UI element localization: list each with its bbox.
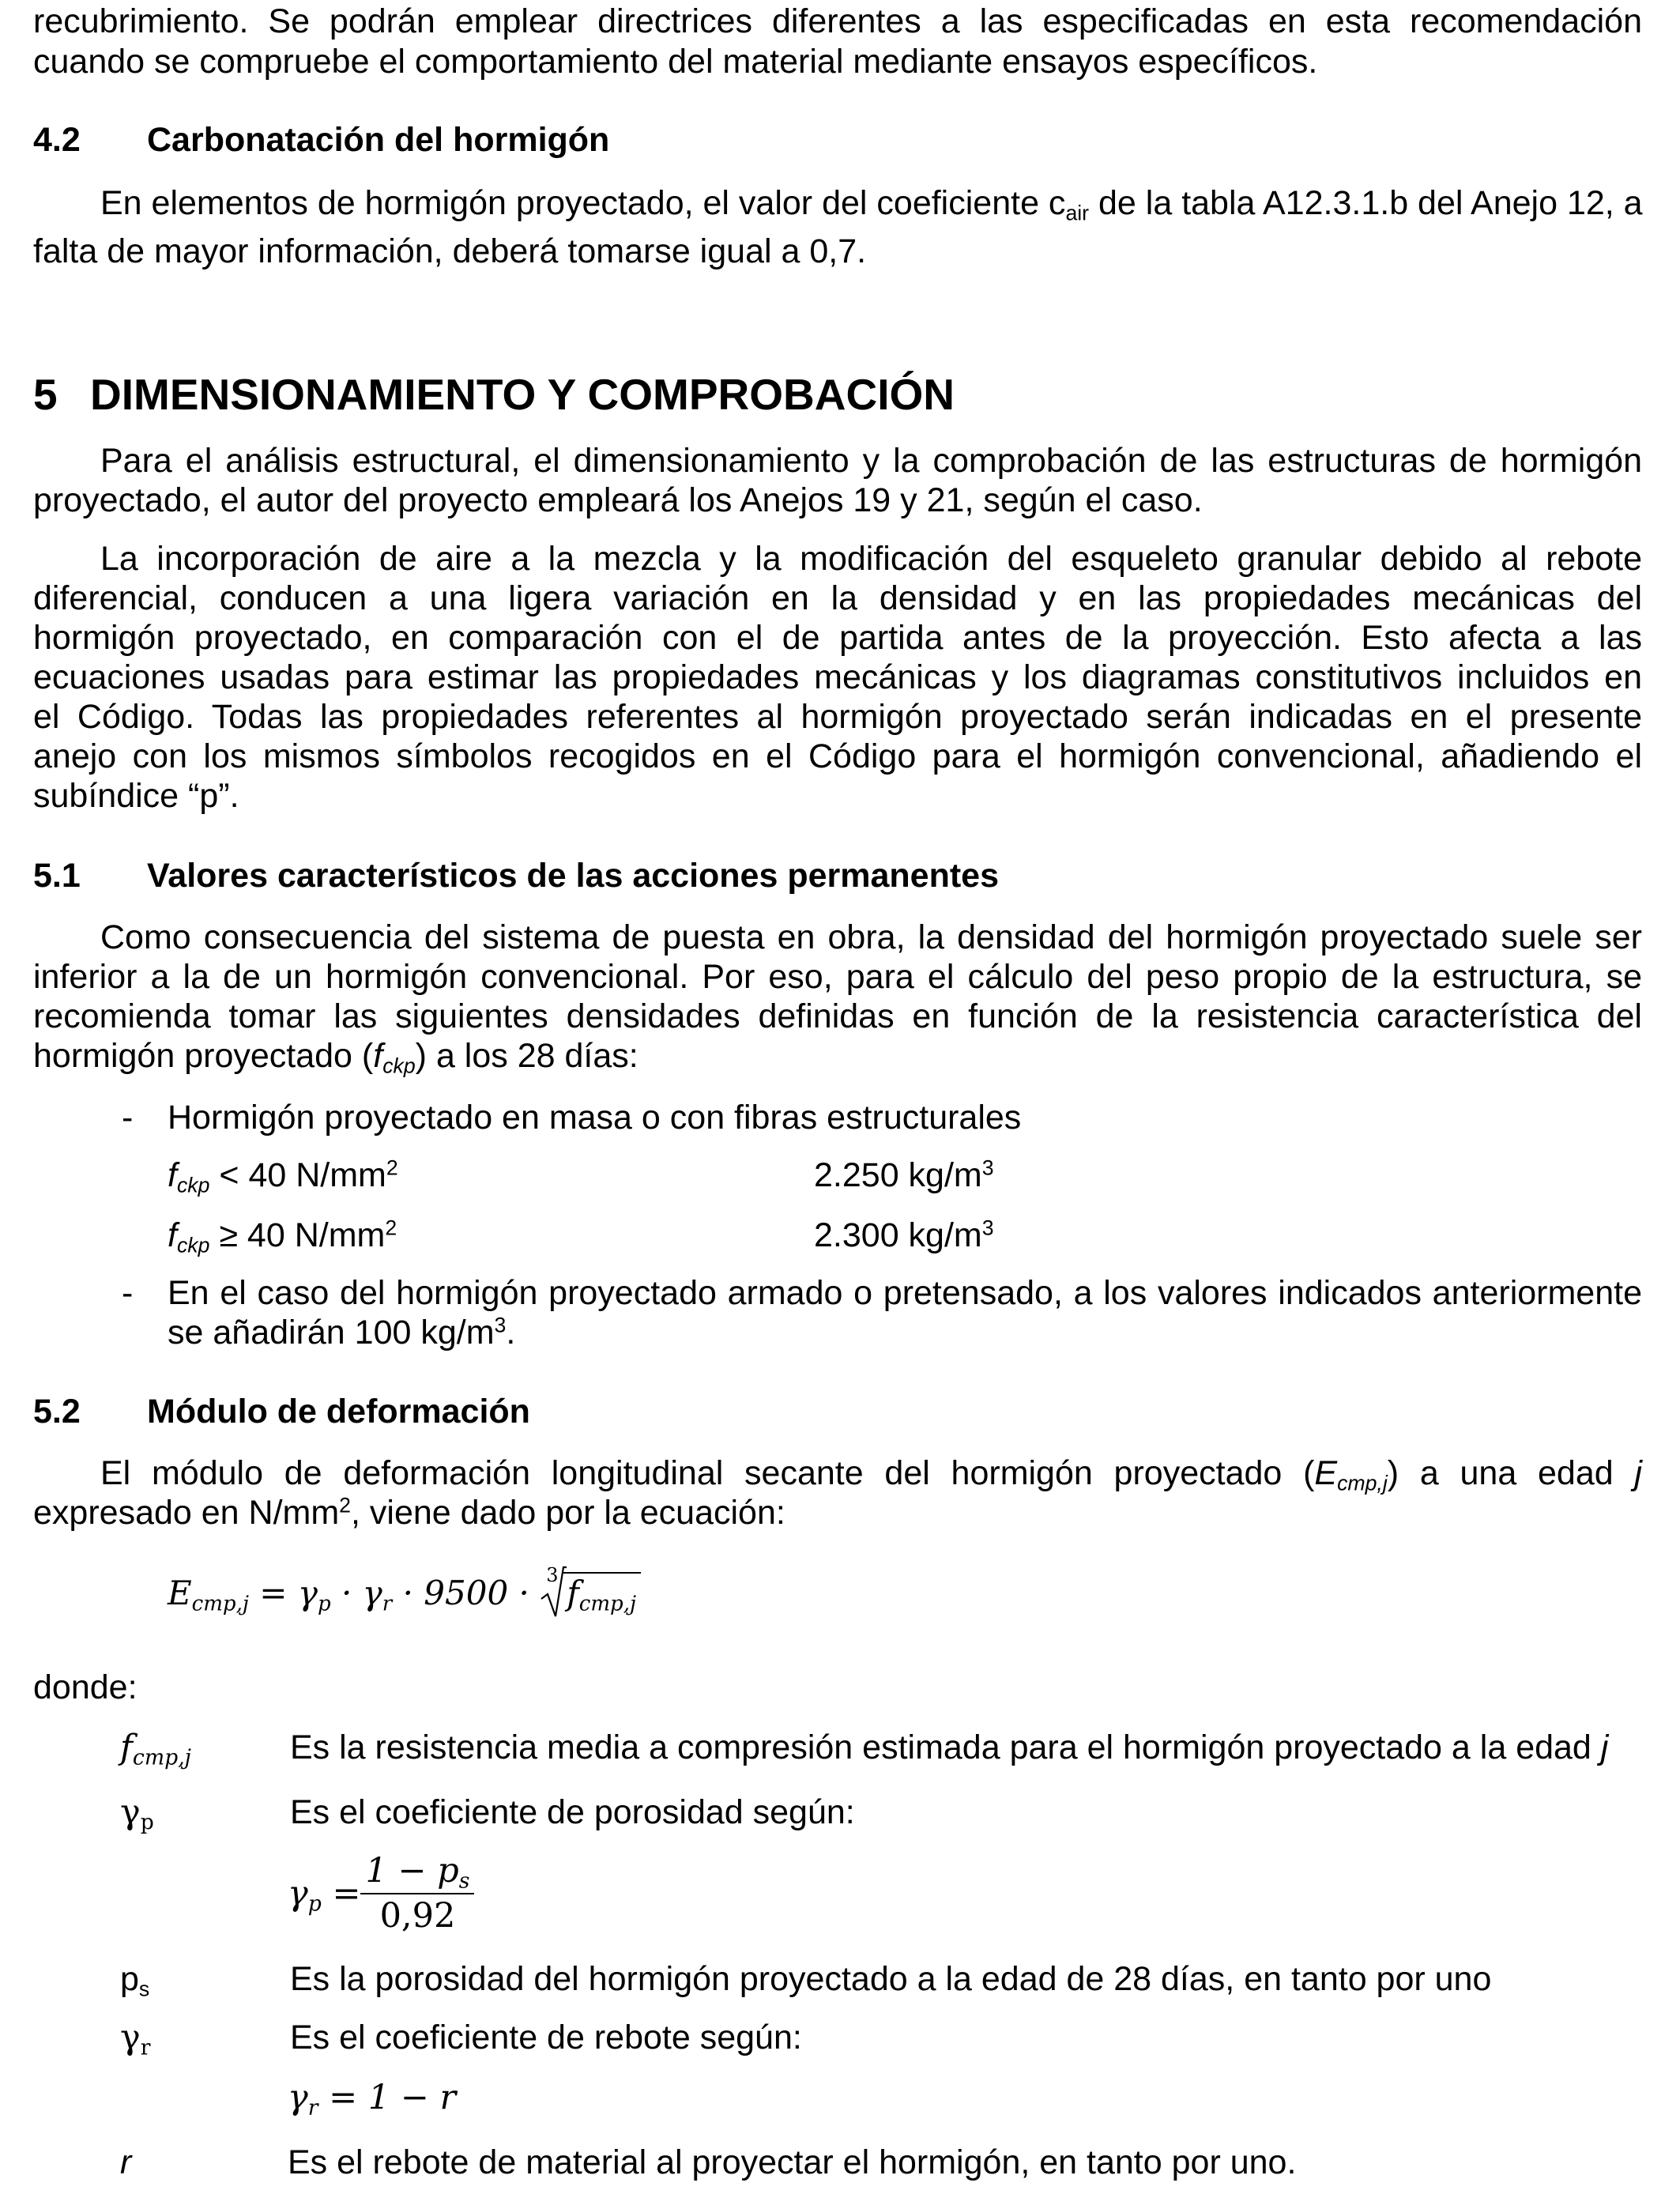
section-5-2-para-line-1: El módulo de deformación longitudinal secante del hormigón proyectado $(E_{cmp,j})$ a una edad j	[100, 1454, 1642, 1495]
bullet-item-2-line-2: se añadirán 100 $kg/m^3$.	[168, 1313, 516, 1351]
bullet-dash-1: -	[122, 1099, 134, 1137]
def-text-fcmpj: Es la resistencia media a compresión estimada para el hormigón proyectado a la edad j	[290, 1728, 1609, 1766]
def-symbol-r: r	[120, 2143, 132, 2181]
fraction: $\frac{1 - p_s}{0,92}$	[360, 1854, 474, 1933]
section-5-1-number: 5.1	[33, 857, 81, 895]
density-row-1-value: 2.250 $kg/m^3$	[814, 1155, 994, 1194]
chapter-5-para-2-line-1: La incorporación de aire a la mezcla y la modificación del esqueleto granular debido al rebote	[100, 540, 1642, 578]
density-row-2-condition: $f_{ckp} \ge 40$ $N/mm^2$	[168, 1216, 397, 1257]
chapter-5-para-2-line-4: ecuaciones usadas para estimar las propiedades mecánicas y los diagramas constitutivos incluidos en	[33, 658, 1642, 696]
equation-gamma-r: $\gamma_r = 1 - r$	[288, 2078, 457, 2120]
donde-label: donde:	[33, 1668, 137, 1706]
density-row-1-condition: $f_{ckp} < 40$ $N/mm^2$	[168, 1155, 398, 1197]
chapter-5-para-2-line-6: anejo con los mismos símbolos recogidos en el Código para el hormigón convencional, añadiendo el	[33, 737, 1642, 775]
def-symbol-gamma-r: $\gamma_r$	[120, 2018, 151, 2060]
section-5-2-title: Módulo de deformación	[147, 1393, 530, 1431]
section-5-2-number: 5.2	[33, 1393, 81, 1431]
chapter-5-para-2-line-7: subíndice “p”.	[33, 777, 239, 815]
section-5-1-para-line-4: hormigón proyectado $(f_{ckp})$ a los 28 días:	[33, 1037, 638, 1078]
chapter-5-para-1-line-2: proyectado, el autor del proyecto empleará los Anejos 19 y 21, según el caso.	[33, 481, 1203, 519]
def-text-gamma-r: Es el coeficiente de rebote según:	[290, 2019, 802, 2056]
def-text-ps: Es la porosidad del hormigón proyectado a la edad de 28 días, en tanto por uno	[290, 1960, 1492, 1998]
section-5-2-para-line-2: expresado en $N/mm^2$, viene dado por la ecuación:	[33, 1493, 785, 1532]
section-5-1-para-line-1: Como consecuencia del sistema de puesta en obra, la densidad del hormigón proyectado suele ser	[100, 918, 1642, 956]
bullet-dash-2: -	[122, 1274, 134, 1312]
intro-line-2: cuando se compruebe el comportamiento del material mediante ensayos específicos.	[33, 43, 1318, 81]
def-symbol-ps: $p_s$	[120, 1960, 150, 2001]
section-5-1-para-line-3: recomienda tomar las siguientes densidades definidas en función de la resistencia característica del	[33, 997, 1642, 1035]
intro-line-1: recubrimiento. Se podrán emplear directrices diferentes a las especificadas en esta recomendación	[33, 2, 1642, 40]
chapter-5-number: 5	[33, 370, 58, 419]
density-row-2-value: 2.300 $kg/m^3$	[814, 1216, 994, 1254]
cube-root: 3 $f_{cmp,j}$	[540, 1577, 641, 1610]
section-4-2-para-line-1: En elementos de hormigón proyectado, el valor del coeficiente $c_{air}$ de la tabla A12.3.1.b del Anejo 12, a	[100, 184, 1643, 225]
section-5-1-title: Valores característicos de las acciones permanentes	[147, 857, 999, 895]
section-4-2-title: Carbonatación del hormigón	[147, 121, 610, 159]
def-symbol-gamma-p: $\gamma_p$	[120, 1793, 154, 1835]
chapter-5-para-1-line-1: Para el análisis estructural, el dimensionamiento y la comprobación de las estructuras de hormigón	[100, 442, 1642, 480]
chapter-5-title: DIMENSIONAMIENTO Y COMPROBACIÓN	[90, 370, 955, 419]
chapter-5-para-2-line-3: hormigón proyectado, en comparación con el de partida antes de la proyección. Esto afecta a las	[33, 619, 1642, 657]
equation-modulus: $E_{cmp,j} = \gamma_p \cdot \gamma_r \cdot 9500$ · 3 $f_{cmp,j}$	[168, 1577, 641, 1610]
radical-sign-icon	[540, 1566, 567, 1618]
def-text-r: Es el rebote de material al proyectar el hormigón, en tanto por uno.	[288, 2143, 1297, 2181]
equation-gamma-p: $\gamma_p$ = $\frac{1 - p_s}{0,92}$	[288, 1854, 474, 1933]
chapter-5-para-2-line-5: el Código. Todas las propiedades referentes al hormigón proyectado serán indicadas en el presente	[33, 698, 1642, 736]
bullet-item-2-line-1: En el caso del hormigón proyectado armado o pretensado, a los valores indicados anteriormente	[168, 1274, 1642, 1312]
chapter-5-para-2-line-2: diferencial, conducen a una ligera variación en la densidad y en las propiedades mecánicas del	[33, 579, 1642, 617]
def-symbol-fcmpj: $f_{cmp,j}$	[120, 1728, 191, 1770]
section-5-1-para-line-2: inferior a la de un hormigón convencional. Por eso, para el cálculo del peso propio de la estructura, se	[33, 958, 1642, 996]
def-text-gamma-p: Es el coeficiente de porosidad según:	[290, 1793, 855, 1831]
section-4-2-para-line-2: falta de mayor información, deberá tomarse igual a 0,7.	[33, 232, 867, 270]
bullet-item-1: Hormigón proyectado en masa o con fibras estructurales	[168, 1099, 1022, 1137]
section-4-2-number: 4.2	[33, 121, 81, 159]
root-index: 3	[546, 1564, 559, 1586]
